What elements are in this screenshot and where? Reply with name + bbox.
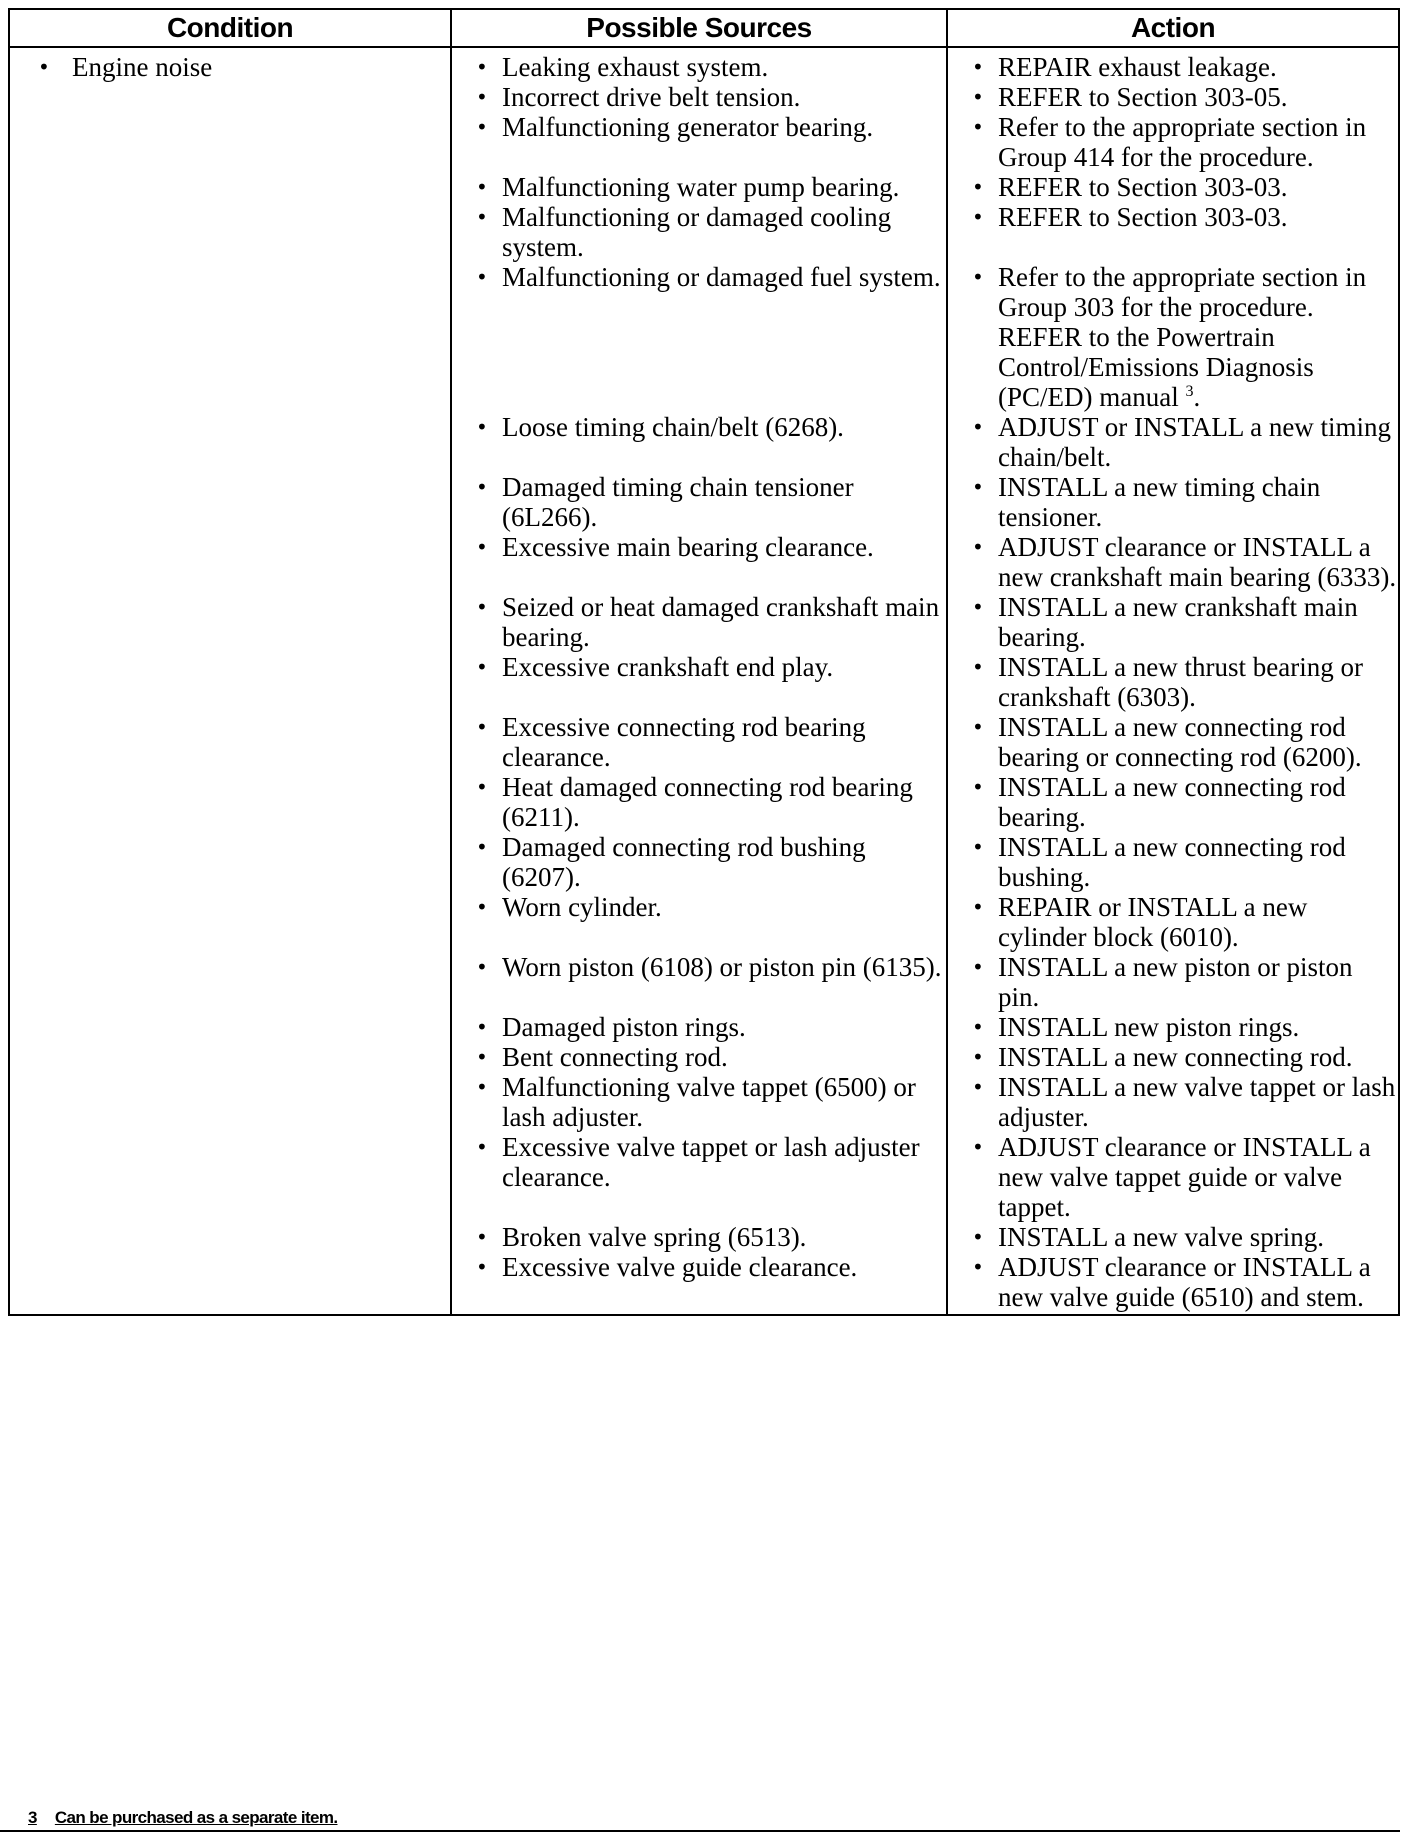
action-text: REFER to Section 303-03. xyxy=(998,202,1288,232)
action-item xyxy=(948,412,1398,472)
possible-source-item: • Bent connecting rod. xyxy=(452,1042,946,1072)
possible-source-item: • Excessive valve guide clearance. xyxy=(452,1252,946,1312)
action-text: ADJUST clearance or INSTALL a new crankshaft main bearing (6333). xyxy=(998,532,1397,592)
action-text: ADJUST or INSTALL a new timing chain/belt. xyxy=(998,412,1392,472)
action-item: • Refer to the appropriate section in Group 303 for the procedure. REFER to the Powertrain Control/Emissions Diagnosis (PC/ED) manual $^3$. xyxy=(948,262,1398,412)
possible-source-item: • Malfunctioning generator bearing. xyxy=(452,112,946,172)
action-text: INSTALL a new crankshaft main bearing. xyxy=(998,592,1358,652)
action-list xyxy=(948,52,1398,1312)
action-text: INSTALL a new thrust bearing or crankshaft (6303). xyxy=(998,652,1363,712)
possible-sources-list xyxy=(452,52,946,1312)
possible-source-item: • Malfunctioning or damaged cooling system. xyxy=(452,202,946,262)
condition-cell xyxy=(9,47,451,1315)
possible-source-item: • Leaking exhaust system. xyxy=(452,52,946,82)
footnote-number: 3 xyxy=(28,1808,37,1827)
action-item xyxy=(948,772,1398,832)
condition-list xyxy=(10,52,450,82)
action-item xyxy=(948,112,1398,172)
possible-source-item: • Broken valve spring (6513). xyxy=(452,1222,946,1252)
footnote-divider xyxy=(0,1830,1400,1832)
possible-source-item: • Malfunctioning valve tappet (6500) or lash adjuster. xyxy=(452,1072,946,1132)
action-text: INSTALL a new connecting rod bearing. xyxy=(998,772,1346,832)
action-text: Refer to the appropriate section in Group 414 for the procedure. xyxy=(998,112,1367,172)
action-item xyxy=(948,202,1398,262)
possible-source-item: • Excessive connecting rod bearing clearance. xyxy=(452,712,946,772)
condition-item: • Engine noise xyxy=(10,52,450,82)
action-item xyxy=(948,1072,1398,1132)
action-item xyxy=(948,52,1398,82)
possible-sources-cell xyxy=(451,47,947,1315)
action-item xyxy=(948,832,1398,892)
action-item xyxy=(948,952,1398,1012)
possible-source-item: • Loose timing chain/belt (6268). xyxy=(452,412,946,472)
action-item xyxy=(948,1012,1398,1042)
action-cell xyxy=(947,47,1399,1315)
action-item xyxy=(948,892,1398,952)
action-item xyxy=(948,1252,1398,1312)
footnote-text: Can be purchased as a separate item. xyxy=(54,1808,338,1827)
action-item xyxy=(948,172,1398,202)
action-item xyxy=(948,82,1398,112)
possible-source-item: • Excessive main bearing clearance. xyxy=(452,532,946,592)
action-text: REPAIR exhaust leakage. xyxy=(998,52,1277,82)
action-text: ADJUST clearance or INSTALL a new valve tappet guide or valve tappet. xyxy=(998,1132,1371,1222)
action-text: INSTALL a new valve tappet or lash adjuster. xyxy=(998,1072,1396,1132)
table-row xyxy=(9,47,1399,1315)
action-text: INSTALL a new valve spring. xyxy=(998,1222,1325,1252)
diagnosis-table-wrapper xyxy=(8,8,1398,1316)
action-item xyxy=(948,652,1398,712)
possible-source-item: • Excessive crankshaft end play. xyxy=(452,652,946,712)
footnote-reference: 3 xyxy=(1185,383,1194,400)
footnote xyxy=(28,1808,1408,1828)
action-text: ADJUST clearance or INSTALL a new valve guide (6510) and stem. xyxy=(998,1252,1371,1312)
possible-source-item: • Heat damaged connecting rod bearing (6211). xyxy=(452,772,946,832)
action-item xyxy=(948,1132,1398,1222)
action-text: REFER to Section 303-05. xyxy=(998,82,1288,112)
possible-source-item: • Damaged timing chain tensioner (6L266). xyxy=(452,472,946,532)
action-item xyxy=(948,592,1398,652)
column-header-action: Action xyxy=(947,9,1399,47)
possible-source-item: • Excessive valve tappet or lash adjuster clearance. xyxy=(452,1132,946,1222)
action-item xyxy=(948,472,1398,532)
action-text: INSTALL a new connecting rod. xyxy=(998,1042,1353,1072)
possible-source-item: • Worn cylinder. xyxy=(452,892,946,952)
action-item xyxy=(948,532,1398,592)
action-text: INSTALL new piston rings. xyxy=(998,1012,1300,1042)
diagnosis-table xyxy=(8,8,1400,1316)
column-header-condition: Condition xyxy=(9,9,451,47)
action-text: Refer to the appropriate section in Group 303 for the procedure. REFER to the Powertrain Control/Emissions Diagnosis (PC/ED) manual xyxy=(998,262,1367,412)
possible-source-item: • Damaged piston rings. xyxy=(452,1012,946,1042)
action-item xyxy=(948,712,1398,772)
action-text: INSTALL a new timing chain tensioner. xyxy=(998,472,1321,532)
possible-source-item: • Incorrect drive belt tension. xyxy=(452,82,946,112)
action-item xyxy=(948,1042,1398,1072)
action-item xyxy=(948,1222,1398,1252)
action-text: REPAIR or INSTALL a new cylinder block (6010). xyxy=(998,892,1308,952)
column-header-possible-sources: Possible Sources xyxy=(451,9,947,47)
action-text: INSTALL a new connecting rod bearing or connecting rod (6200). xyxy=(998,712,1362,772)
action-text: INSTALL a new piston or piston pin. xyxy=(998,952,1353,1012)
possible-source-item: • Seized or heat damaged crankshaft main bearing. xyxy=(452,592,946,652)
action-text: INSTALL a new connecting rod bushing. xyxy=(998,832,1346,892)
possible-source-item: • Malfunctioning or damaged fuel system. xyxy=(452,262,946,412)
action-text: REFER to Section 303-03. xyxy=(998,172,1288,202)
possible-source-item: • Damaged connecting rod bushing (6207). xyxy=(452,832,946,892)
possible-source-item: • Malfunctioning water pump bearing. xyxy=(452,172,946,202)
possible-source-item: • Worn piston (6108) or piston pin (6135). xyxy=(452,952,946,1012)
table-header-row xyxy=(9,9,1399,47)
